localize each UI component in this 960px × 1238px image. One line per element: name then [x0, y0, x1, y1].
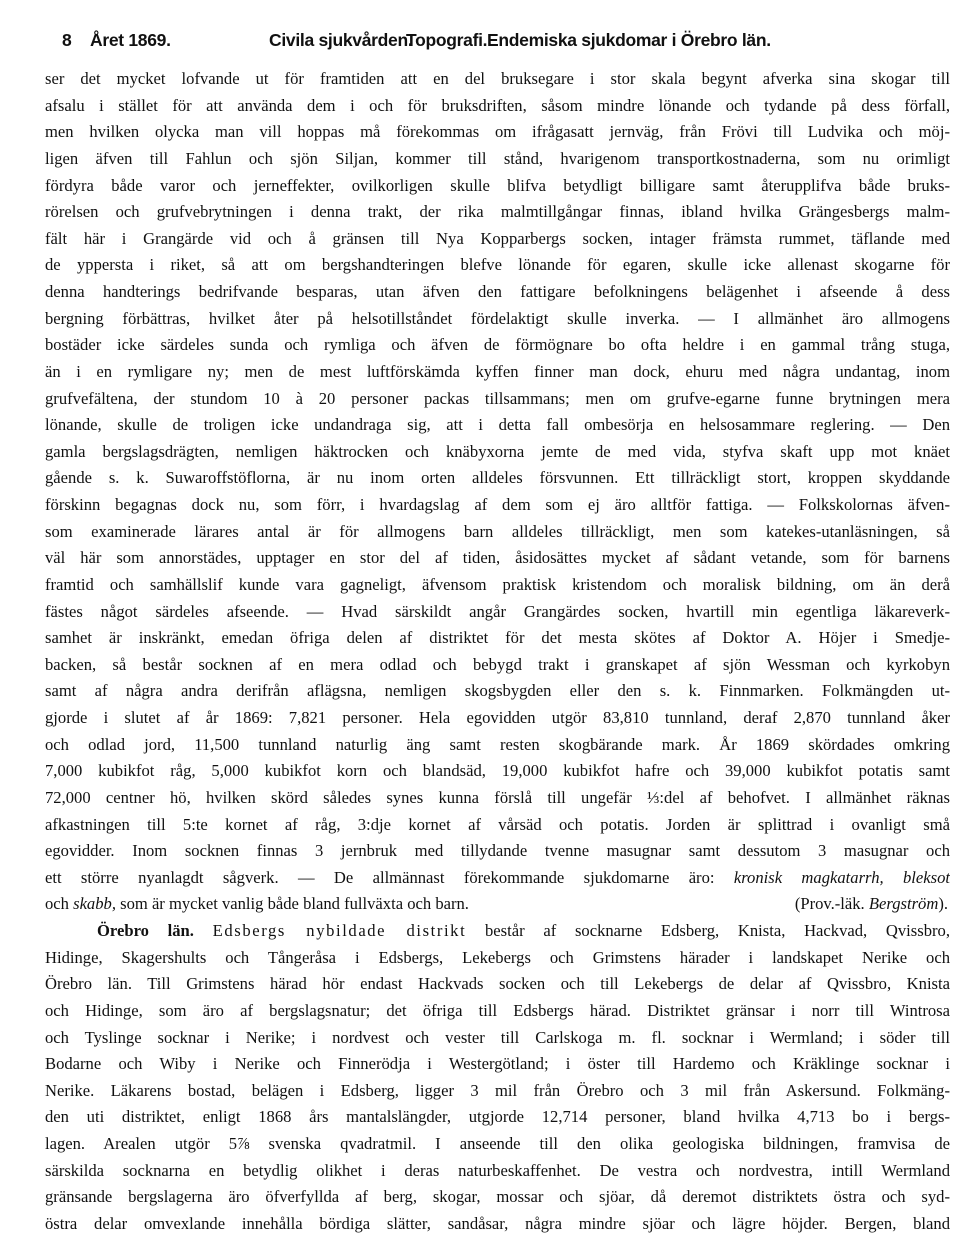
- text-line: lagen. Arealen utgör 5⅞ svenska qvadratmil. I anseende till den olika geologiska bildningen, framvisa de: [45, 1134, 950, 1153]
- text-line: fördyra både varor och jerneffekter, ovilkorligen skulle blifva betydligt billigare samt återupplifva både bruks-: [45, 175, 950, 195]
- text-line: Bodarne och Wiby i Nerike och Finnerödja i Westergötland; i öster till Hardemo och Kräklinge socknar i: [45, 1054, 950, 1074]
- body-text: [45, 66, 950, 1238]
- text-line: som examinerade lärares antal är för allmogens barn alldeles tillräckligt, men som katekes-utanläsningen, så: [45, 521, 950, 541]
- text-line: gamla bergslagsdrägten, nemligen häktrocken och knäbyxorna jemte de med vida, styfva skaft upp mot knäet: [45, 441, 950, 461]
- header-section-topography: Topografi.: [406, 30, 488, 50]
- text-line: afkastningen till 5:te kornet af råg, 3:dje kornet af vårsäd och potatis. Jorden är splittrad i ovanligt små: [45, 814, 950, 834]
- text-line: ser det mycket lofvande ut för framtiden att en del bruksegare i stor skala begynt afverka sina skogar till: [45, 69, 950, 88]
- text-line: Nerike. Läkarens bostad, belägen i Edsberg, ligger 3 mil från Örebro och 3 mil från Askersund. Folkmäng-: [45, 1080, 950, 1100]
- text-line: ligen äfven till Fahlun och sjön Siljan, kommer till stånd, hvarigenom transportkostnaderna, som nu orimligt: [45, 148, 950, 168]
- text-segment: och: [45, 894, 74, 914]
- text-line: Örebro län. Till Grimstens härad hör endast Hackvads socken och till Lekebergs de delar af Qvissbro, Knista: [45, 974, 950, 994]
- text-line: gränsande bergslagerna äro öfverfyllda af berg, skogar, mossar och sjöar, då deremot distriktets östra och syd-: [45, 1187, 950, 1207]
- section-heading-line: [45, 918, 950, 945]
- text-line: och odlad jord, 11,500 tunnland naturlig äng samt resten skogbärande mark. År 1869 skördades omkring: [45, 734, 950, 754]
- text-line: framtid och samhällslif kunde vara gagneligt, äfvensom praktisk kristendom och moralisk bildning, om än derå: [45, 574, 950, 594]
- text-line-diseases: [45, 865, 950, 892]
- text-line-signature: [45, 891, 950, 918]
- text-line: än i en rymligare ny; men de mest luftförskämda kyffen finner man dock, ehuru med några undantag, inom: [45, 361, 950, 381]
- text-line: fält här i Grangärde vid och å gränsen till Nya Kopparbergs socken, intager främsta rummet, täflande med: [45, 228, 950, 248]
- text-line: och Tyslinge socknar i Nerike; i nordvest och vester till Carlskoga m. fl. socknar i Wermland; i söder till: [45, 1027, 950, 1047]
- text-line: egovidder. Inom socknen finnas 3 jernbruk med tillydande tvenne masugnar samt dessutom 3 masugnar och: [45, 841, 950, 861]
- text-line: denna handterings bedrifvande besparas, utan äfven den fattigare befolkningens belägenhet i afseende å dess: [45, 282, 950, 301]
- district-name-spaced: Edsbergs nybildade distrikt: [212, 921, 467, 940]
- text-line: särskilda socknarna en betydlig olikhet i deras naturbeskaffenhet. De vestra och nordvestra, intill Wermland: [45, 1160, 950, 1180]
- text-line: gjorde i slutet af år 1869: 7,821 personer. Hela egovidden utgör 83,810 tunnland, deraf 2,870 tunnland åker: [45, 708, 950, 727]
- text-segment: består af socknarne Edsberg, Knista, Hackvad, Qvissbro,: [466, 921, 950, 940]
- section-heading-orebro: Örebro län.: [97, 921, 194, 940]
- text-line: bostäder icke särdeles sunda och rymliga och äfven de förmögnare bo ofta heldre i en gammal trång stuga,: [45, 335, 950, 355]
- text-line: 72,000 centner hö, hvilken skörd således synes kunna förslå till ungefär ⅓:del af behofvet. I allmänhet räknas: [45, 787, 950, 807]
- text-line: östra delar omvexlande innehålla bördiga slätter, sandåsar, några mindre sjöar och lägre höjder. Bergen, bland: [45, 1213, 950, 1233]
- text-line: lönande, skulle de troligen icke undandraga sig, att i detta fall ombesörja en helsosammare reglering. — Den: [45, 415, 950, 435]
- text-line: afsalu i stället för att använda dem i och för bruksdriften, såsom mindre lönande och tydande på dess förfall,: [45, 95, 950, 115]
- author-signature: (Prov.-läk. Bergström).: [794, 894, 948, 914]
- text-line: rörelsen och grufvebrytningen i denna trakt, der rika malmtillgångar finnas, ibland hvilka Grängesbergs malm-: [45, 202, 950, 222]
- text-line: väl här som annorstädes, upptager en stor del af tiden, åsidosättes mycket af sådant vetande, som för barnens: [45, 548, 950, 568]
- running-header: [62, 22, 922, 54]
- text-line: men hvilken olycka man vill hoppas må förekommas om ifrågasatt jernväg, från Frövi till Ludvika och möj-: [45, 122, 950, 142]
- author-name: Bergström: [868, 894, 939, 914]
- header-year: Året 1869.: [90, 30, 171, 50]
- text-line: backen, så består socknen af en mera odlad och bebygd trakt i granskapet af sjön Wessman och kyrkobyn: [45, 654, 950, 674]
- text-line: fästes något särdeles afseende. — Hvad särskildt angår Grangärdes socken, hvartill min egentliga läkareverk-: [45, 601, 950, 621]
- text-line: gående s. k. Suwaroffstöflorna, är nu inom orten alldeles försvunnen. Ett tillräckligt stort, kroppen skyddande: [45, 468, 950, 488]
- text-segment: som är mycket vanlig både bland fullväxta och barn.: [115, 894, 469, 914]
- page-number: 8: [62, 30, 72, 50]
- italic-disease-skabb: skabb,: [73, 894, 116, 914]
- text-line: 7,000 kubikfot råg, 5,000 kubikfot korn och blandsäd, 19,000 kubikfot hafre och 39,000 kubikfot potatis samt: [45, 761, 950, 781]
- text-line: bergning förbättras, hvilket åter på helsotillståndet fördelaktigt skulle inverka. — I allmänhet äro allmogens: [45, 308, 950, 328]
- italic-disease-names: kronisk magkatarrh, bleksot: [733, 867, 950, 887]
- header-section-endemic: Endemiska sjukdomar i Örebro län.: [487, 30, 771, 50]
- text-line: samhet är inskränkt, emedan öfriga delen af distriktet för det mesta skötes af Doktor A. Höjer i Smedje-: [45, 628, 950, 648]
- text-segment: ett större nyanlagdt sågverk. — De allmännast förekommande sjukdomarne äro:: [45, 867, 734, 887]
- header-section-civil-care: Civila sjukvården.: [269, 30, 413, 50]
- text-line: den uti distriktet, enligt 1868 års mantalslängder, utgjorde 12,714 personer, bland hvilka 4,713 bo i bergs-: [45, 1107, 950, 1127]
- text-line: grufvefältena, der stundom 10 à 20 personer packas tillsammans; men om grufve-egarne funne brytningen mera: [45, 388, 950, 408]
- text-line: Hidinge, Skagershults och Tångeråsa i Edsbergs, Lekebergs och Grimstens härader i landskapet Nerike och: [45, 947, 950, 967]
- text-line: och Hidinge, som äro af bergslagsnatur; det öfriga till Edsbergs härad. Distriktet gränsar i norr till Wintrosa: [45, 1000, 950, 1020]
- text-line: de yppersta i riket, så att om bergshandteringen blefve lönande för egaren, skulle icke allenast skogarne för: [45, 255, 950, 275]
- text-line: samt af några andra derifrån aflägsna, nemligen skogsbygden eller den s. k. Finnmarken. Folkmängden ut-: [45, 681, 950, 701]
- text-line: förskinn begagnas dock nu, som förr, i hvardagslag af dem som ej äro alltför fattiga. — Folkskolornas äfven-: [45, 495, 950, 514]
